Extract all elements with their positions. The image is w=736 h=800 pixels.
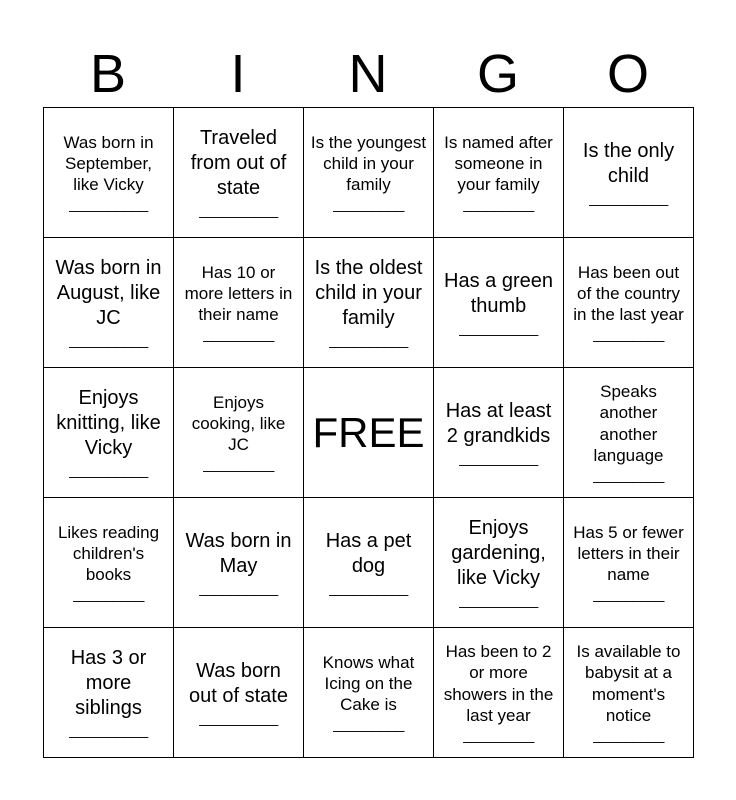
cell-prompt: Has a green thumb — [444, 269, 553, 317]
bingo-cell-r2-c2[interactable] — [174, 238, 304, 368]
bingo-cell-r1-c5[interactable] — [564, 108, 694, 238]
signature-line[interactable]: __________ — [199, 579, 278, 597]
bingo-cell-r4-c4[interactable] — [434, 498, 564, 628]
cell-prompt: Has a pet dog — [325, 529, 412, 577]
cell-prompt: Likes reading children's books — [57, 522, 160, 585]
cell-prompt: Has been to 2 or more showers in the last year — [443, 642, 554, 725]
signature-line[interactable]: _________ — [593, 326, 664, 344]
bingo-cell-r5-c5[interactable] — [564, 628, 694, 758]
signature-line[interactable]: _________ — [203, 456, 274, 474]
cell-prompt: Is the oldest child in your family — [314, 257, 423, 329]
signature-line[interactable]: __________ — [69, 722, 148, 739]
bingo-cell-r3-c2[interactable] — [174, 368, 304, 498]
cell-prompt: Has 5 or fewer letters in their name — [573, 522, 684, 585]
cell-prompt: Was born out of state — [189, 659, 288, 707]
signature-line[interactable]: __________ — [589, 189, 668, 207]
bingo-cell-r5-c4[interactable] — [434, 628, 564, 758]
cell-prompt: Was born in September, like Vicky — [63, 132, 154, 195]
cell-prompt: Enjoys knitting, like Vicky — [56, 387, 161, 459]
free-space-label: FREE — [312, 408, 425, 456]
signature-line[interactable]: __________ — [199, 202, 278, 219]
cell-prompt: Enjoys gardening, like Vicky — [451, 517, 546, 589]
bingo-cell-r3-c1[interactable] — [44, 368, 174, 498]
bingo-cell-r4-c5[interactable] — [564, 498, 694, 628]
bingo-cell-r4-c1[interactable] — [44, 498, 174, 628]
bingo-cell-r5-c2[interactable] — [174, 628, 304, 758]
cell-prompt: Was born in May — [185, 529, 292, 577]
bingo-header — [43, 42, 693, 106]
bingo-cell-r4-c2[interactable] — [174, 498, 304, 628]
bingo-cell-r5-c3[interactable] — [304, 628, 434, 758]
signature-line[interactable]: __________ — [329, 579, 408, 597]
cell-prompt: Traveled from out of state — [190, 127, 287, 199]
signature-line[interactable]: __________ — [459, 592, 538, 609]
bingo-cell-r1-c3[interactable] — [304, 108, 434, 238]
cell-prompt: Is named after someone in your family — [444, 132, 553, 195]
cell-prompt: Is available to babysit at a moment's notice — [576, 642, 681, 725]
signature-line[interactable]: _________ — [463, 196, 534, 214]
signature-line[interactable]: __________ — [69, 196, 148, 214]
cell-prompt: Enjoys cooking, like JC — [191, 392, 286, 455]
free-space-cell[interactable] — [304, 368, 434, 498]
signature-line[interactable]: _________ — [333, 196, 404, 214]
signature-line[interactable]: _________ — [593, 727, 664, 744]
bingo-cell-r3-c5[interactable] — [564, 368, 694, 498]
signature-line[interactable]: _________ — [593, 467, 664, 484]
header-letter-i: I — [230, 44, 246, 104]
cell-prompt: Knows what Icing on the Cake is — [322, 652, 415, 715]
header-letter-g: G — [476, 44, 519, 104]
cell-prompt: Speaks another another language — [593, 382, 664, 465]
bingo-cell-r1-c1[interactable] — [44, 108, 174, 238]
cell-prompt: Has 10 or more letters in their name — [184, 262, 293, 325]
bingo-board — [43, 107, 694, 758]
cell-prompt: Is the youngest child in your family — [310, 132, 427, 195]
signature-line[interactable]: _________ — [203, 326, 274, 344]
signature-line[interactable]: _________ — [593, 586, 664, 604]
cell-prompt: Has at least 2 grandkids — [445, 399, 552, 447]
bingo-cell-r1-c4[interactable] — [434, 108, 564, 238]
bingo-cell-r2-c5[interactable] — [564, 238, 694, 368]
bingo-cell-r3-c4[interactable] — [434, 368, 564, 498]
bingo-cell-r1-c2[interactable] — [174, 108, 304, 238]
signature-line[interactable]: __________ — [69, 462, 148, 479]
bingo-cell-r2-c3[interactable] — [304, 238, 434, 368]
bingo-cell-r4-c3[interactable] — [304, 498, 434, 628]
signature-line[interactable]: __________ — [329, 332, 408, 349]
signature-line[interactable]: _________ — [333, 716, 404, 734]
header-letter-o: O — [606, 44, 649, 104]
signature-line[interactable]: _________ — [463, 727, 534, 744]
signature-line[interactable]: __________ — [199, 709, 278, 727]
signature-line[interactable]: __________ — [459, 319, 538, 337]
cell-prompt: Is the only child — [582, 139, 675, 187]
cell-prompt: Was born in August, like JC — [55, 257, 162, 329]
signature-line[interactable]: __________ — [69, 332, 148, 349]
header-letter-n: N — [348, 44, 388, 104]
cell-prompt: Has 3 or more siblings — [70, 647, 147, 719]
bingo-cell-r5-c1[interactable] — [44, 628, 174, 758]
header-letter-b: B — [89, 44, 127, 104]
signature-line[interactable]: _________ — [73, 586, 144, 604]
bingo-cell-r2-c1[interactable] — [44, 238, 174, 368]
signature-line[interactable]: __________ — [459, 449, 538, 467]
bingo-cell-r2-c4[interactable] — [434, 238, 564, 368]
cell-prompt: Has been out of the country in the last year — [573, 262, 684, 325]
